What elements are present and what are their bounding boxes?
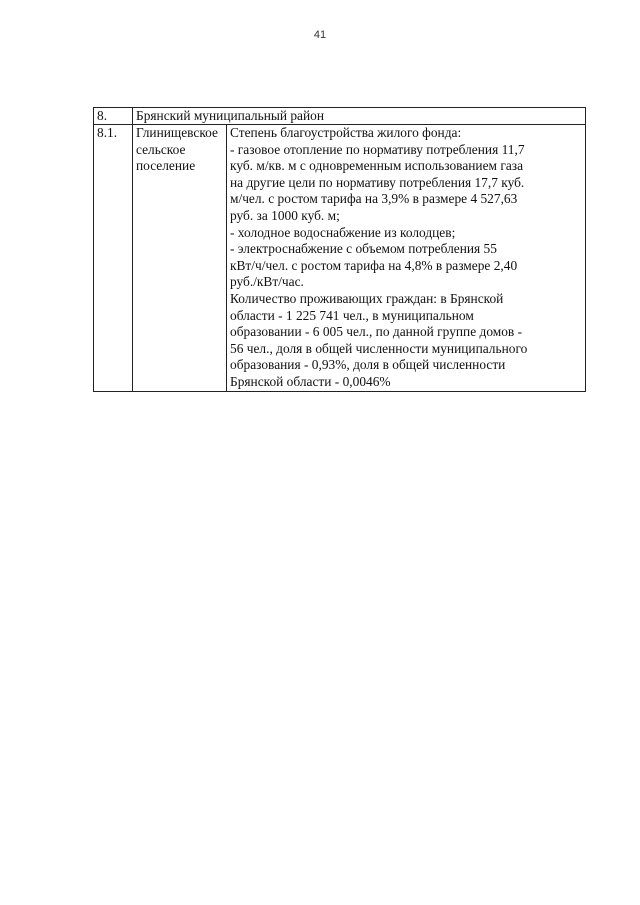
description-line: м/чел. с ростом тарифа на 3,9% в размере 4 527,63 (230, 191, 518, 207)
section-title-cell: Брянский муниципальный район (133, 108, 586, 125)
description-line: руб. за 1000 куб. м; (230, 207, 340, 223)
table-row-section (94, 108, 586, 125)
description-line: руб./кВт/час. (230, 274, 304, 290)
settlement-name-cell (133, 125, 227, 392)
description-cell (227, 125, 586, 392)
item-number-cell: 8.1. (94, 125, 133, 392)
description-line: - газовое отопление по нормативу потребления 11,7 (230, 141, 525, 157)
description-line: 56 чел., доля в общей численности муниципального (230, 340, 528, 356)
description-line: - холодное водоснабжение из колодцев; (230, 224, 456, 240)
page-number: 41 (313, 29, 327, 41)
description-line: на другие цели по нормативу потребления 17,7 куб. (230, 174, 525, 190)
tariff-table (93, 107, 586, 392)
description-line: Количество проживающих граждан: в Брянской (230, 290, 504, 306)
description-line: образования - 0,93%, доля в общей численности (230, 357, 506, 373)
settlement-name-line: Глинищевское (136, 125, 218, 140)
description-line: кВт/ч/чел. с ростом тарифа на 4,8% в размере 2,40 (230, 257, 518, 273)
description-line: Брянской области - 0,0046% (230, 373, 391, 389)
section-number-cell: 8. (94, 108, 133, 125)
description-line: образовании - 6 005 чел., по данной группе домов - (230, 324, 523, 340)
settlement-name-line: сельское (136, 141, 186, 157)
description-line: куб. м/кв. м с одновременным использованием газа (230, 158, 524, 174)
description-line: - электроснабжение с объемом потребления 55 (230, 241, 497, 257)
description-line: Степень благоустройства жилого фонда: (230, 125, 462, 140)
description-line: области - 1 225 741 чел., в муниципальном (230, 307, 474, 323)
table-row-item (94, 125, 586, 392)
settlement-name-line: поселение (136, 158, 196, 174)
